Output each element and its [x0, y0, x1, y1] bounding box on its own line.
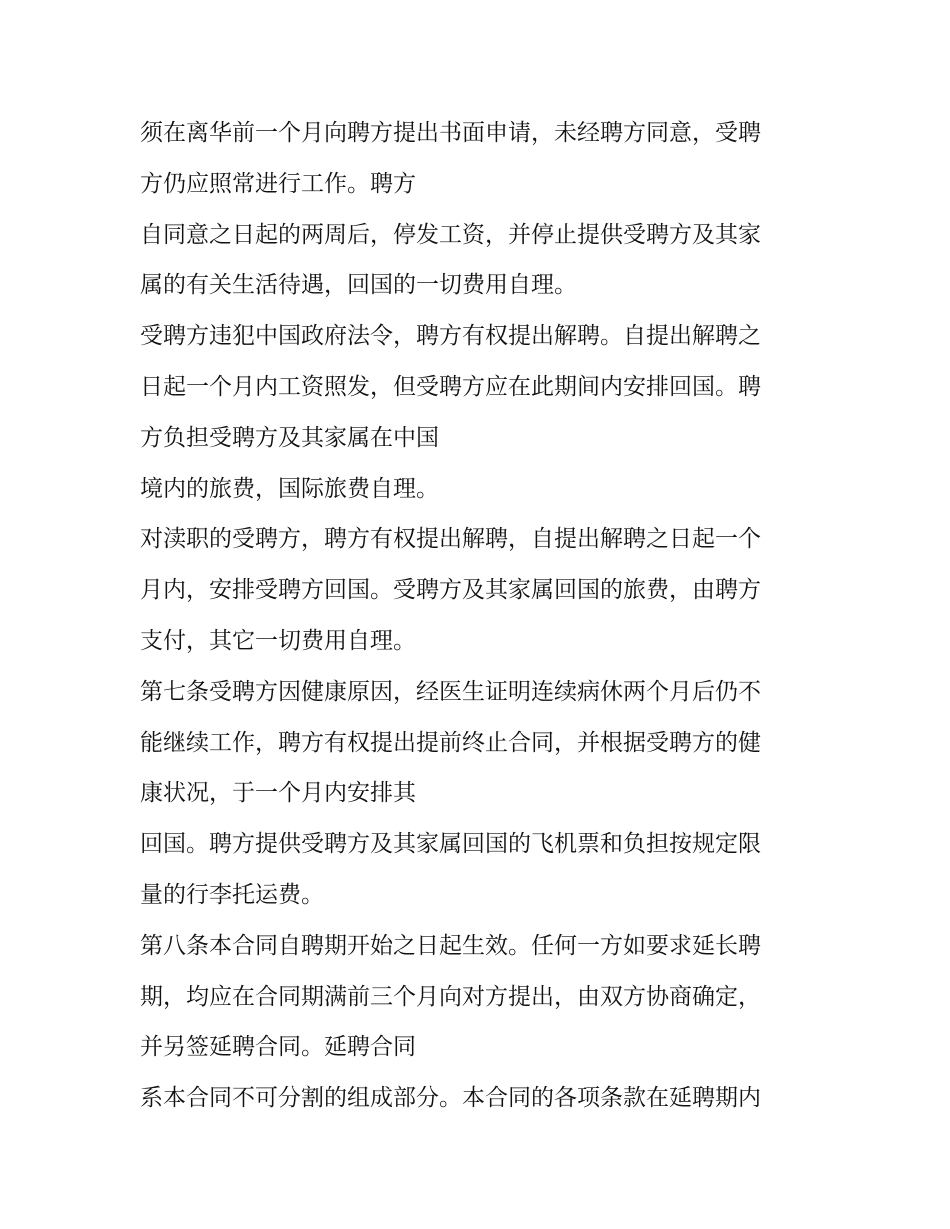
text-line: 方负担受聘方及其家属在中国: [140, 424, 439, 451]
text-line: 量的行李托运费。: [140, 881, 324, 908]
text-line: 支付，其它一切费用自理。: [140, 627, 416, 654]
text-line: 第八条本合同自聘期开始之日起生效。任何一方如要求延长聘: [140, 932, 761, 959]
text-line: 回国。聘方提供受聘方及其家属回国的飞机票和负担按规定限: [140, 831, 761, 858]
text-line: 属的有关生活待遇，回国的一切费用自理。: [140, 272, 577, 299]
text-line: 境内的旅费，国际旅费自理。: [140, 475, 439, 502]
text-line: 日起一个月内工资照发，但受聘方应在此期间内安排回国。聘: [140, 373, 761, 400]
text-line: 康状况，于一个月内安排其: [140, 780, 416, 807]
text-line: 须在离华前一个月向聘方提出书面申请，未经聘方同意，受聘: [140, 120, 761, 146]
text-line: 自同意之日起的两周后，停发工资，并停止提供受聘方及其家: [140, 221, 761, 248]
document-body: [140, 108, 830, 1124]
text-line: 第七条受聘方因健康原因，经医生证明连续病休两个月后仍不: [140, 678, 761, 705]
text-line: 系本合同不可分割的组成部分。本合同的各项条款在延聘期内: [140, 1085, 761, 1112]
text-line: 受聘方违犯中国政府法令，聘方有权提出解聘。自提出解聘之: [140, 323, 761, 350]
text-line: 月内，安排受聘方回国。受聘方及其家属回国的旅费，由聘方: [140, 577, 761, 604]
text-line: 能继续工作，聘方有权提出提前终止合同，并根据受聘方的健: [140, 729, 761, 756]
text-line: 并另签延聘合同。延聘合同: [140, 1034, 416, 1061]
text-line: 对渎职的受聘方，聘方有权提出解聘，自提出解聘之日起一个: [140, 526, 761, 553]
text-line: 方仍应照常进行工作。聘方: [140, 170, 416, 197]
text-line: 期，均应在合同期满前三个月向对方提出，由双方协商确定，: [140, 983, 761, 1010]
